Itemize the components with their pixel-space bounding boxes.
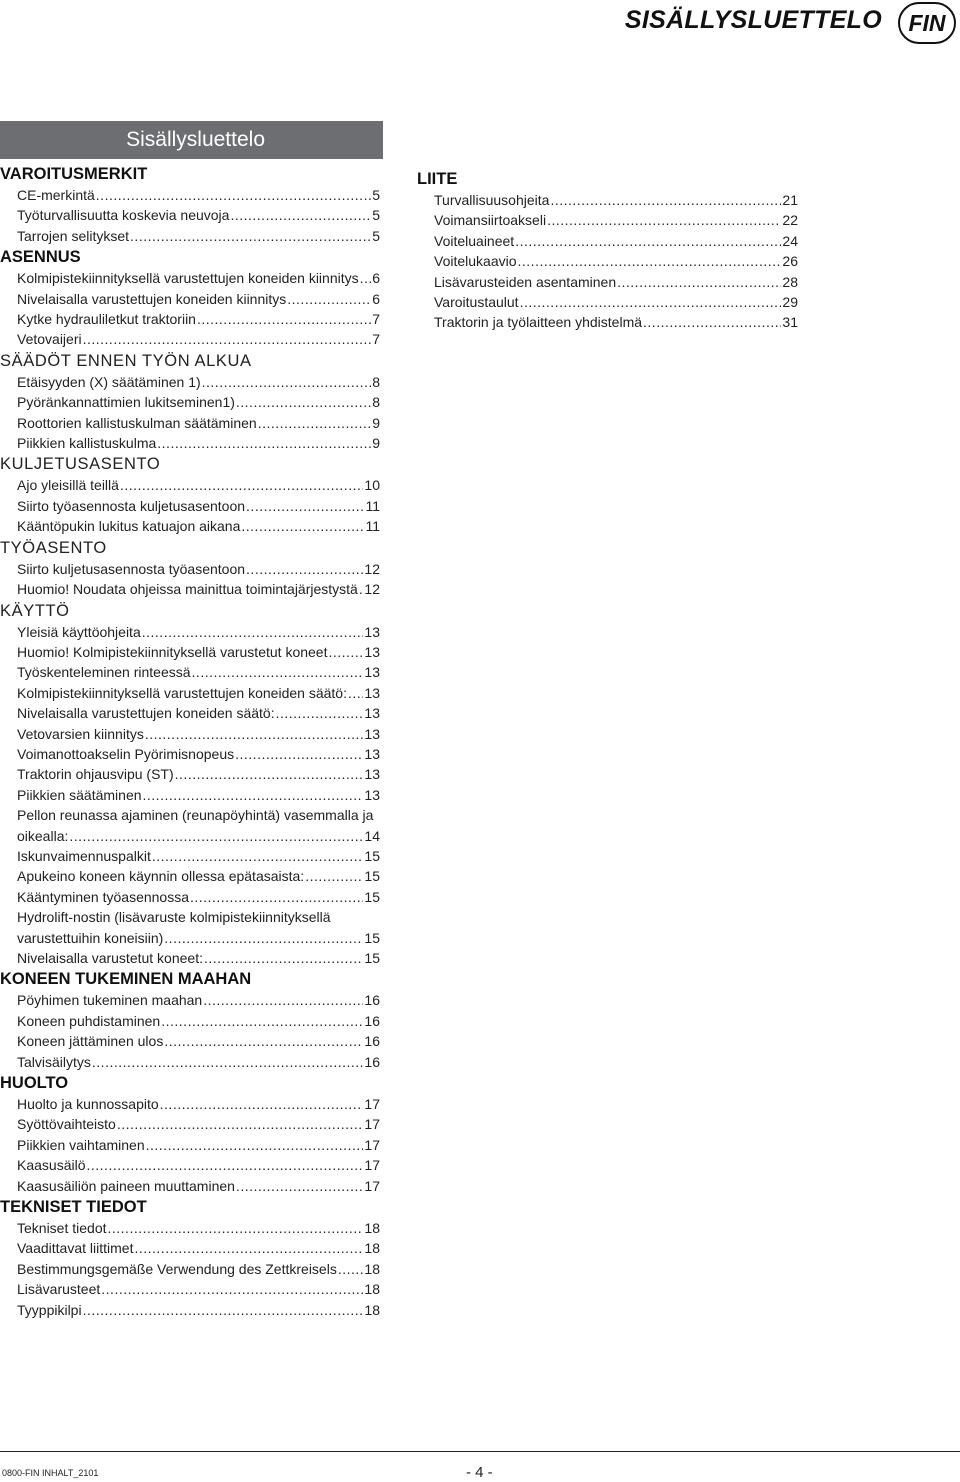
toc-entry[interactable] bbox=[0, 226, 380, 246]
section-heading: TYÖASENTO bbox=[0, 538, 107, 557]
toc-entry[interactable] bbox=[0, 392, 380, 412]
toc-page-number: 9 bbox=[372, 435, 380, 452]
toc-entry-text: Varoitustaulut bbox=[434, 294, 519, 311]
toc-entry[interactable] bbox=[0, 1300, 380, 1320]
toc-page-number: 6 bbox=[372, 290, 380, 307]
toc-dot-leader bbox=[160, 1094, 364, 1114]
toc-page-number: 13 bbox=[364, 623, 380, 640]
toc-dot-leader bbox=[515, 231, 781, 251]
toc-entry[interactable] bbox=[0, 1155, 380, 1175]
toc-entry[interactable] bbox=[0, 1011, 380, 1031]
toc-dot-leader bbox=[197, 309, 371, 329]
toc-entry-text: Tyyppikilpi bbox=[17, 1301, 82, 1318]
toc-dot-leader bbox=[520, 292, 782, 312]
toc-dot-leader bbox=[204, 948, 363, 968]
toc-entry[interactable] bbox=[417, 210, 798, 230]
toc-dot-leader bbox=[108, 1218, 364, 1238]
section-heading: HUOLTO bbox=[0, 1074, 69, 1093]
toc-page-number: 9 bbox=[372, 414, 380, 431]
toc-dot-leader bbox=[145, 724, 364, 744]
toc-entry[interactable] bbox=[0, 887, 380, 907]
toc-dot-leader bbox=[246, 559, 363, 579]
toc-entry-text: Piikkien säätäminen bbox=[17, 786, 142, 803]
toc-page-number: 14 bbox=[364, 827, 380, 844]
toc-entry-text: Kytke hydrauliletkut traktoriin bbox=[17, 311, 196, 328]
toc-entry-line bbox=[17, 826, 380, 846]
toc-page-number: 5 bbox=[372, 187, 380, 203]
toc-entry-text: Etäisyyden (X) säätäminen 1) bbox=[17, 373, 201, 390]
toc-entry[interactable] bbox=[0, 866, 380, 886]
toc-entry[interactable] bbox=[0, 433, 380, 453]
language-badge: FIN bbox=[898, 2, 956, 44]
toc-page-number: 17 bbox=[364, 1096, 380, 1113]
toc-dot-leader bbox=[164, 1031, 363, 1051]
toc-entry-text: Pellon reunassa ajaminen (reunapöyhintä) vasemmalla ja bbox=[17, 807, 374, 824]
toc-entry-text: Kaasusäiliön paineen muuttaminen bbox=[17, 1177, 235, 1194]
toc-entry-line bbox=[17, 928, 380, 948]
toc-entry-text: Huolto ja kunnossapito bbox=[17, 1096, 159, 1113]
section-heading: ASENNUS bbox=[0, 248, 81, 267]
toc-entry-text: CE-merkintä bbox=[17, 187, 95, 203]
toc-page-number: 18 bbox=[364, 1260, 380, 1277]
toc-dot-leader bbox=[236, 392, 371, 412]
toc-page-number: 29 bbox=[782, 294, 798, 311]
toc-left-column bbox=[0, 163, 380, 1320]
toc-page-number: 21 bbox=[782, 192, 798, 208]
toc-dot-leader bbox=[83, 1300, 364, 1320]
toc-dot-leader bbox=[547, 210, 781, 230]
toc-dot-leader bbox=[69, 826, 363, 846]
toc-page-number: 7 bbox=[372, 311, 380, 328]
toc-page-number: 13 bbox=[364, 684, 380, 701]
toc-page-number: 18 bbox=[364, 1281, 380, 1298]
toc-entry-text: Traktorin ohjausvipu (ST) bbox=[17, 766, 174, 783]
toc-dot-leader bbox=[305, 866, 363, 886]
toc-page-number: 15 bbox=[364, 929, 380, 946]
toc-entry-text: Kolmipistekiinnityksellä varustettujen koneiden säätö: bbox=[17, 684, 347, 701]
toc-entry-text: Koneen jättäminen ulos bbox=[17, 1033, 164, 1050]
toc-dot-leader bbox=[236, 1176, 363, 1196]
toc-entry-text: Ajo yleisillä teillä bbox=[17, 477, 119, 494]
toc-entry[interactable] bbox=[0, 724, 380, 744]
toc-dot-leader bbox=[643, 312, 781, 332]
toc-dot-leader bbox=[152, 846, 364, 866]
toc-page-number: 18 bbox=[364, 1220, 380, 1237]
toc-entry[interactable] bbox=[0, 744, 380, 764]
toc-entry-text: Apukeino koneen käynnin ollessa epätasaista: bbox=[17, 868, 305, 885]
toc-entry[interactable] bbox=[0, 642, 380, 662]
toc-entry[interactable] bbox=[0, 703, 380, 723]
toc-entry-text: Työskenteleminen rinteessä bbox=[17, 664, 191, 681]
toc-dot-leader bbox=[130, 226, 371, 246]
toc-entry-text: Nivelaisalla varustettujen koneiden säätö: bbox=[17, 705, 275, 722]
toc-page-number: 11 bbox=[365, 497, 380, 514]
toc-entry-text: Siirto kuljetusasennosta työasentoon bbox=[17, 560, 246, 577]
toc-entry[interactable] bbox=[0, 846, 380, 866]
toc-dot-leader bbox=[258, 413, 372, 433]
toc-entry[interactable] bbox=[417, 190, 798, 210]
toc-dot-leader bbox=[518, 251, 782, 271]
toc-dot-leader bbox=[360, 268, 372, 288]
toc-entry[interactable] bbox=[0, 205, 380, 225]
toc-entry[interactable] bbox=[0, 683, 380, 703]
toc-page-number: 16 bbox=[364, 1053, 380, 1070]
toc-page-number: 24 bbox=[782, 232, 798, 249]
toc-title: Sisällysluettelo bbox=[126, 128, 265, 151]
toc-dot-leader bbox=[190, 887, 363, 907]
toc-dot-leader bbox=[230, 205, 371, 225]
toc-entry-text: Kolmipistekiinnityksellä varustettujen koneiden kiinnitys bbox=[17, 270, 359, 287]
toc-dot-leader bbox=[101, 1279, 363, 1299]
toc-page-number: 17 bbox=[364, 1136, 380, 1153]
toc-title-banner bbox=[0, 121, 383, 159]
toc-entry[interactable] bbox=[0, 1279, 380, 1299]
toc-entry[interactable] bbox=[0, 516, 380, 536]
toc-entry-text: Voitelukaavio bbox=[434, 253, 517, 270]
section-heading: LIITE bbox=[417, 170, 458, 188]
toc-entry-text: Koneen puhdistaminen bbox=[17, 1012, 161, 1029]
toc-entry-text: Piikkien kallistuskulma bbox=[17, 435, 157, 452]
toc-page-number: 13 bbox=[364, 664, 380, 681]
toc-dot-leader bbox=[117, 1114, 364, 1134]
toc-entry[interactable] bbox=[0, 1259, 380, 1279]
toc-entry-text: Vetovarsien kiinnitys bbox=[17, 725, 144, 742]
toc-page-number: 15 bbox=[364, 847, 380, 864]
toc-dot-leader bbox=[96, 185, 371, 205]
toc-entry-text: Kääntöpukin lukitus katuajon aikana bbox=[17, 518, 241, 535]
toc-page-number: 13 bbox=[364, 766, 380, 783]
toc-entry[interactable] bbox=[0, 309, 380, 329]
toc-dot-leader bbox=[287, 289, 371, 309]
toc-dot-leader bbox=[328, 642, 363, 662]
toc-dot-leader bbox=[87, 1155, 364, 1175]
footer-divider bbox=[0, 1451, 960, 1452]
footer-page-number: - 4 - bbox=[466, 1464, 493, 1481]
toc-entry-text: Iskunvaimennuspalkit bbox=[17, 847, 151, 864]
toc-dot-leader bbox=[120, 475, 363, 495]
toc-entry-text: Vaadittavat liittimet bbox=[17, 1240, 134, 1257]
toc-entry-text: Voiteluaineet bbox=[434, 232, 515, 249]
toc-page-number: 7 bbox=[372, 331, 380, 348]
toc-entry[interactable] bbox=[0, 579, 380, 599]
toc-entry-text: Tarrojen selitykset bbox=[17, 227, 130, 244]
toc-entry-text: Traktorin ja työlaitteen yhdistelmä bbox=[434, 314, 643, 331]
toc-page-number: 17 bbox=[364, 1116, 380, 1133]
toc-dot-leader bbox=[235, 744, 363, 764]
toc-entry-text: Roottorien kallistuskulman säätäminen bbox=[17, 414, 257, 431]
toc-entry-text-continued: varustettuihin koneisiin) bbox=[17, 929, 164, 946]
toc-entry-text: Työturvallisuutta koskevia neuvoja bbox=[17, 207, 230, 224]
toc-page-number: 12 bbox=[364, 581, 380, 598]
toc-entry-text: Turvallisuusohjeita bbox=[434, 192, 550, 208]
toc-entry[interactable] bbox=[0, 662, 380, 682]
toc-entry-text: Nivelaisalla varustetut koneet: bbox=[17, 950, 203, 966]
toc-page-number: 15 bbox=[364, 950, 380, 966]
toc-dot-leader bbox=[359, 579, 364, 599]
toc-page-number: 26 bbox=[782, 253, 798, 270]
toc-entry[interactable] bbox=[0, 622, 380, 642]
toc-page-number: 10 bbox=[364, 477, 380, 494]
toc-entry[interactable] bbox=[0, 805, 380, 846]
toc-entry[interactable] bbox=[0, 1114, 380, 1134]
toc-entry[interactable] bbox=[0, 268, 380, 288]
toc-dot-leader bbox=[246, 496, 364, 516]
toc-entry-text: Kääntyminen työasennossa bbox=[17, 888, 189, 905]
toc-entry[interactable] bbox=[0, 475, 380, 495]
toc-dot-leader bbox=[157, 433, 371, 453]
toc-entry-text: Lisävarusteet bbox=[17, 1281, 101, 1298]
toc-page-number: 6 bbox=[372, 270, 380, 287]
toc-entry[interactable] bbox=[0, 496, 380, 516]
toc-right-column bbox=[417, 168, 798, 333]
toc-dot-leader bbox=[161, 1011, 363, 1031]
toc-page-number: 8 bbox=[372, 373, 380, 390]
toc-entry[interactable] bbox=[0, 1176, 380, 1196]
toc-page-number: 13 bbox=[364, 643, 380, 660]
toc-entry-text: Kaasusäilö bbox=[17, 1157, 86, 1174]
toc-entry[interactable] bbox=[0, 948, 380, 968]
toc-dot-leader bbox=[550, 190, 781, 210]
toc-page-number: 13 bbox=[364, 725, 380, 742]
toc-entry-text: Huomio! Noudata ohjeissa mainittua toimintajärjestystä bbox=[17, 581, 358, 598]
toc-entry-text: Nivelaisalla varustettujen koneiden kiinnitys bbox=[17, 290, 287, 307]
toc-page-number: 5 bbox=[372, 227, 380, 244]
toc-entry-text: Talvisäilytys bbox=[17, 1053, 91, 1070]
toc-dot-leader bbox=[338, 1259, 364, 1279]
toc-entry[interactable] bbox=[0, 1238, 380, 1258]
toc-entry-text: Syöttövaihteisto bbox=[17, 1116, 116, 1133]
toc-dot-leader bbox=[143, 785, 364, 805]
toc-entry-text: Bestimmungsgemäße Verwendung des Zettkreisels bbox=[17, 1260, 337, 1277]
toc-entry-text: Siirto työasennosta kuljetusasentoon bbox=[17, 497, 246, 514]
toc-page-number: 15 bbox=[364, 868, 380, 885]
toc-entry-text: Tekniset tiedot bbox=[17, 1220, 107, 1237]
toc-dot-leader bbox=[617, 272, 781, 292]
toc-page-number: 31 bbox=[782, 314, 798, 331]
toc-entry[interactable] bbox=[0, 559, 380, 579]
toc-entry[interactable] bbox=[0, 1094, 380, 1114]
toc-entry[interactable] bbox=[0, 764, 380, 784]
toc-page-number: 16 bbox=[364, 992, 380, 1009]
toc-dot-leader bbox=[241, 516, 364, 536]
toc-page-number: 13 bbox=[364, 786, 380, 803]
toc-entry-text: Voimanottoakselin Pyörimisnopeus bbox=[17, 745, 235, 762]
section-heading: SÄÄDÖT ENNEN TYÖN ALKUA bbox=[0, 351, 252, 370]
toc-dot-leader bbox=[146, 1135, 364, 1155]
toc-page-number: 15 bbox=[364, 888, 380, 905]
toc-dot-leader bbox=[203, 990, 363, 1010]
toc-page-number: 13 bbox=[364, 705, 380, 722]
section-heading: VAROITUSMERKIT bbox=[0, 165, 148, 183]
page-header-title: SISÄLLYSLUETTELO bbox=[624, 6, 882, 34]
toc-page-number: 12 bbox=[364, 560, 380, 577]
toc-entry[interactable] bbox=[0, 185, 380, 205]
toc-entry-text: Huomio! Kolmipistekiinnityksellä varustetut koneet bbox=[17, 643, 328, 660]
toc-dot-leader bbox=[142, 622, 364, 642]
toc-entry[interactable] bbox=[0, 990, 380, 1010]
toc-entry-text: Piikkien vaihtaminen bbox=[17, 1136, 145, 1153]
toc-entry[interactable] bbox=[0, 329, 380, 349]
toc-entry[interactable] bbox=[417, 251, 798, 271]
toc-dot-leader bbox=[276, 703, 364, 723]
toc-dot-leader bbox=[134, 1238, 363, 1258]
toc-page-number: 8 bbox=[372, 394, 380, 411]
toc-entry[interactable] bbox=[0, 372, 380, 392]
section-heading: KÄYTTÖ bbox=[0, 601, 70, 620]
toc-entry[interactable] bbox=[0, 1052, 380, 1072]
section-heading: TEKNISET TIEDOT bbox=[0, 1198, 147, 1217]
toc-entry[interactable] bbox=[0, 1031, 380, 1051]
toc-dot-leader bbox=[83, 329, 372, 349]
toc-dot-leader bbox=[348, 683, 363, 703]
toc-entry[interactable] bbox=[417, 272, 798, 292]
toc-entry[interactable] bbox=[417, 292, 798, 312]
toc-page-number: 22 bbox=[782, 212, 798, 229]
toc-entry-text: Yleisiä käyttöohjeita bbox=[17, 623, 141, 640]
toc-dot-leader bbox=[192, 662, 364, 682]
toc-page-number: 28 bbox=[782, 273, 798, 290]
toc-entry[interactable] bbox=[0, 785, 380, 805]
toc-page-number: 16 bbox=[364, 1012, 380, 1029]
toc-entry[interactable] bbox=[0, 907, 380, 948]
toc-dot-leader bbox=[164, 928, 363, 948]
toc-entry[interactable] bbox=[417, 312, 798, 332]
toc-entry[interactable] bbox=[417, 231, 798, 251]
toc-page-number: 16 bbox=[364, 1033, 380, 1050]
toc-entry-text: Lisävarusteiden asentaminen bbox=[434, 273, 617, 290]
toc-entry-text: Pyöränkannattimien lukitseminen1) bbox=[17, 394, 235, 411]
toc-entry[interactable] bbox=[0, 1218, 380, 1238]
toc-entry-text: Voimansiirtoakseli bbox=[434, 212, 547, 229]
toc-page-number: 17 bbox=[364, 1157, 380, 1174]
toc-page-number: 11 bbox=[365, 518, 380, 535]
toc-dot-leader bbox=[202, 372, 372, 392]
toc-page-number: 18 bbox=[364, 1240, 380, 1257]
toc-page-number: 13 bbox=[364, 745, 380, 762]
section-heading: KONEEN TUKEMINEN MAAHAN bbox=[0, 970, 252, 989]
toc-entry[interactable] bbox=[0, 1135, 380, 1155]
section-heading: KULJETUSASENTO bbox=[0, 455, 161, 474]
toc-page-number: 17 bbox=[364, 1177, 380, 1194]
toc-page-number: 18 bbox=[364, 1301, 380, 1318]
toc-page-number: 5 bbox=[372, 207, 380, 224]
toc-dot-leader bbox=[92, 1052, 364, 1072]
toc-dot-leader bbox=[175, 764, 364, 784]
toc-entry-text: Pöyhimen tukeminen maahan bbox=[17, 992, 203, 1009]
footer-document-code: 0800-FIN INHALT_2101 bbox=[2, 1468, 99, 1478]
toc-entry-text: Vetovaijeri bbox=[17, 331, 82, 348]
toc-entry[interactable] bbox=[0, 413, 380, 433]
toc-entry-text-continued: oikealla: bbox=[17, 827, 69, 844]
toc-entry[interactable] bbox=[0, 289, 380, 309]
toc-entry-text: Hydrolift-nostin (lisävaruste kolmipistekiinnityksellä bbox=[17, 909, 331, 926]
